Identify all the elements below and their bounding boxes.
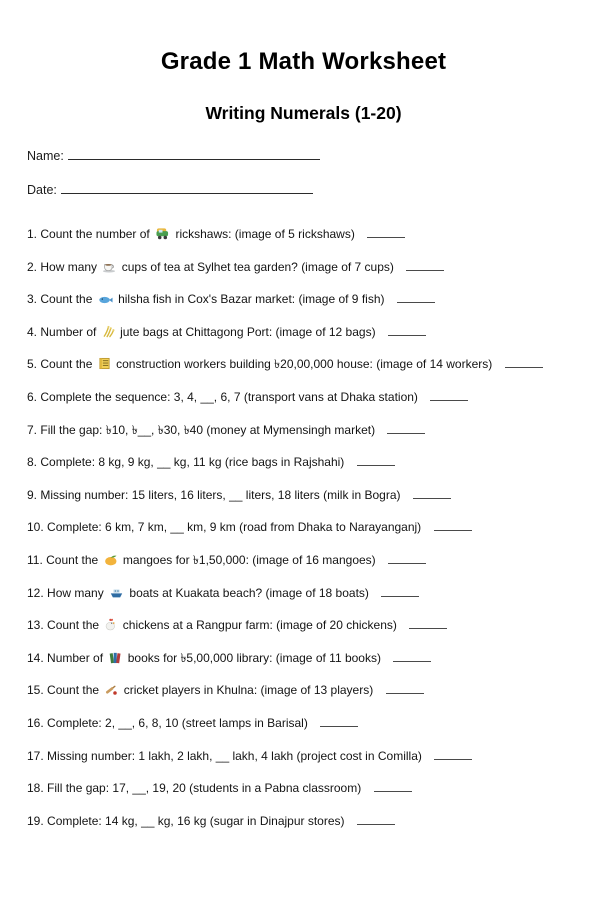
answer-blank bbox=[357, 814, 395, 825]
mango-icon bbox=[104, 554, 118, 566]
question-text: hilsha fish in Cox's Bazar market: (image of 9 fish) bbox=[118, 292, 385, 307]
cricket-bat-icon bbox=[104, 683, 118, 696]
answer-blank bbox=[434, 749, 472, 760]
question-text: Count the number of bbox=[40, 227, 150, 241]
worksheet-page bbox=[0, 48, 600, 828]
answer-blank bbox=[406, 260, 444, 271]
question-text: cups of tea at Sylhet tea garden? (image of 7 cups) bbox=[121, 259, 394, 274]
question-number: 12. bbox=[27, 585, 44, 600]
page-subtitle: Writing Numerals (1-20) bbox=[205, 103, 402, 123]
boat-icon bbox=[109, 588, 124, 599]
question-number: 16. bbox=[27, 715, 44, 730]
books-icon bbox=[108, 651, 122, 664]
question-number: 11. bbox=[27, 552, 43, 567]
question-text: chickens at a Rangpur farm: (image of 20 chickens) bbox=[122, 618, 397, 633]
question-text: Number of bbox=[47, 650, 104, 665]
question-row bbox=[27, 618, 580, 632]
question-row bbox=[27, 390, 580, 404]
question-row bbox=[27, 227, 580, 241]
question-number: 2. bbox=[27, 259, 38, 274]
rooster-icon bbox=[104, 618, 117, 631]
answer-blank bbox=[381, 586, 419, 597]
answer-blank bbox=[388, 553, 426, 564]
page-title: Grade 1 Math Worksheet bbox=[160, 48, 447, 75]
answer-blank bbox=[367, 227, 405, 238]
question-row bbox=[27, 651, 580, 665]
name-label: Name: bbox=[27, 149, 64, 163]
date-line bbox=[61, 181, 313, 194]
answer-blank bbox=[357, 455, 395, 466]
answer-blank bbox=[320, 716, 358, 727]
answer-blank bbox=[386, 683, 424, 694]
construction-icon bbox=[98, 357, 111, 370]
question-row bbox=[27, 357, 580, 371]
question-text: Complete: 2, __, 6, 8, 10 (street lamps in Barisal) bbox=[47, 715, 308, 730]
question-number: 9. bbox=[27, 487, 38, 502]
date-field-row bbox=[27, 181, 580, 196]
question-row bbox=[27, 716, 580, 730]
question-number: 14. bbox=[27, 650, 44, 665]
jute-sheaf-icon bbox=[102, 325, 115, 338]
fish-icon bbox=[98, 295, 113, 305]
question-text: Complete: 8 kg, 9 kg, __ kg, 11 kg (rice bags in Rajshahi) bbox=[40, 455, 345, 470]
question-number: 3. bbox=[27, 292, 38, 307]
teacup-icon bbox=[102, 262, 116, 273]
question-text: Count the bbox=[40, 292, 93, 307]
question-text: Count the bbox=[47, 618, 100, 633]
question-number: 18. bbox=[27, 781, 44, 796]
question-text: How many bbox=[47, 585, 104, 600]
question-number: 13. bbox=[27, 618, 44, 633]
answer-blank bbox=[434, 520, 472, 531]
question-number: 10. bbox=[27, 520, 44, 535]
question-row bbox=[27, 325, 580, 339]
answer-blank bbox=[388, 325, 426, 336]
question-row bbox=[27, 781, 580, 795]
question-text: books for ৳5,00,000 library: (image of 11 books) bbox=[127, 650, 381, 665]
question-number: 8. bbox=[27, 455, 38, 470]
question-text: Missing number: 1 lakh, 2 lakh, __ lakh, 4 lakh (project cost in Comilla) bbox=[47, 748, 422, 763]
date-label: Date: bbox=[27, 183, 57, 197]
answer-blank bbox=[413, 488, 451, 499]
name-line bbox=[68, 147, 320, 160]
question-text: boats at Kuakata beach? (image of 18 boats) bbox=[129, 585, 369, 600]
question-row bbox=[27, 553, 580, 567]
question-number: 4. bbox=[27, 324, 38, 339]
question-text: Complete: 14 kg, __ kg, 16 kg (sugar in Dinajpur stores) bbox=[47, 813, 345, 828]
question-row bbox=[27, 683, 580, 697]
question-row bbox=[27, 586, 580, 600]
answer-blank bbox=[393, 651, 431, 662]
question-row bbox=[27, 260, 580, 274]
question-text: Count the bbox=[40, 357, 93, 372]
question-number: 17. bbox=[27, 748, 44, 763]
answer-blank bbox=[505, 357, 543, 368]
question-list bbox=[27, 227, 580, 828]
question-text: mangoes for ৳1,50,000: (image of 16 mangoes) bbox=[122, 552, 376, 567]
question-row bbox=[27, 749, 580, 763]
question-row bbox=[27, 488, 580, 502]
answer-blank bbox=[387, 423, 425, 434]
rickshaw-icon bbox=[155, 227, 170, 240]
question-row bbox=[27, 814, 580, 828]
question-text: Fill the gap: ৳10, ৳__, ৳30, ৳40 (money at Mymensingh market) bbox=[40, 422, 376, 437]
answer-blank bbox=[374, 781, 412, 792]
question-text: Fill the gap: 17, __, 19, 20 (students in a Pabna classroom) bbox=[47, 781, 362, 796]
question-text: Count the bbox=[47, 683, 100, 698]
answer-blank bbox=[409, 618, 447, 629]
answer-blank bbox=[397, 292, 435, 303]
question-row bbox=[27, 455, 580, 469]
question-number: 7. bbox=[27, 422, 38, 437]
question-text: rickshaws: (image of 5 rickshaws) bbox=[175, 227, 355, 241]
question-text: Complete: 6 km, 7 km, __ km, 9 km (road from Dhaka to Narayanganj) bbox=[47, 520, 422, 535]
question-text: construction workers building ৳20,00,000 house: (image of 14 workers) bbox=[116, 357, 493, 372]
question-number: 15. bbox=[27, 683, 44, 698]
question-number: 1. bbox=[27, 227, 38, 241]
question-row bbox=[27, 292, 580, 306]
question-row bbox=[27, 423, 580, 437]
question-number: 6. bbox=[27, 389, 38, 404]
question-text: Complete the sequence: 3, 4, __, 6, 7 (transport vans at Dhaka station) bbox=[40, 389, 418, 404]
question-text: jute bags at Chittagong Port: (image of 12 bags) bbox=[120, 324, 376, 339]
question-text: Missing number: 15 liters, 16 liters, __ liters, 18 liters (milk in Bogra) bbox=[40, 487, 401, 502]
question-text: How many bbox=[40, 259, 98, 274]
answer-blank bbox=[430, 390, 468, 401]
name-field-row bbox=[27, 147, 580, 162]
question-text: Count the bbox=[46, 552, 99, 567]
question-text: cricket players in Khulna: (image of 13 players) bbox=[123, 683, 374, 698]
question-number: 19. bbox=[27, 813, 44, 828]
question-number: 5. bbox=[27, 357, 38, 372]
question-row bbox=[27, 520, 580, 534]
question-text: Number of bbox=[40, 324, 97, 339]
